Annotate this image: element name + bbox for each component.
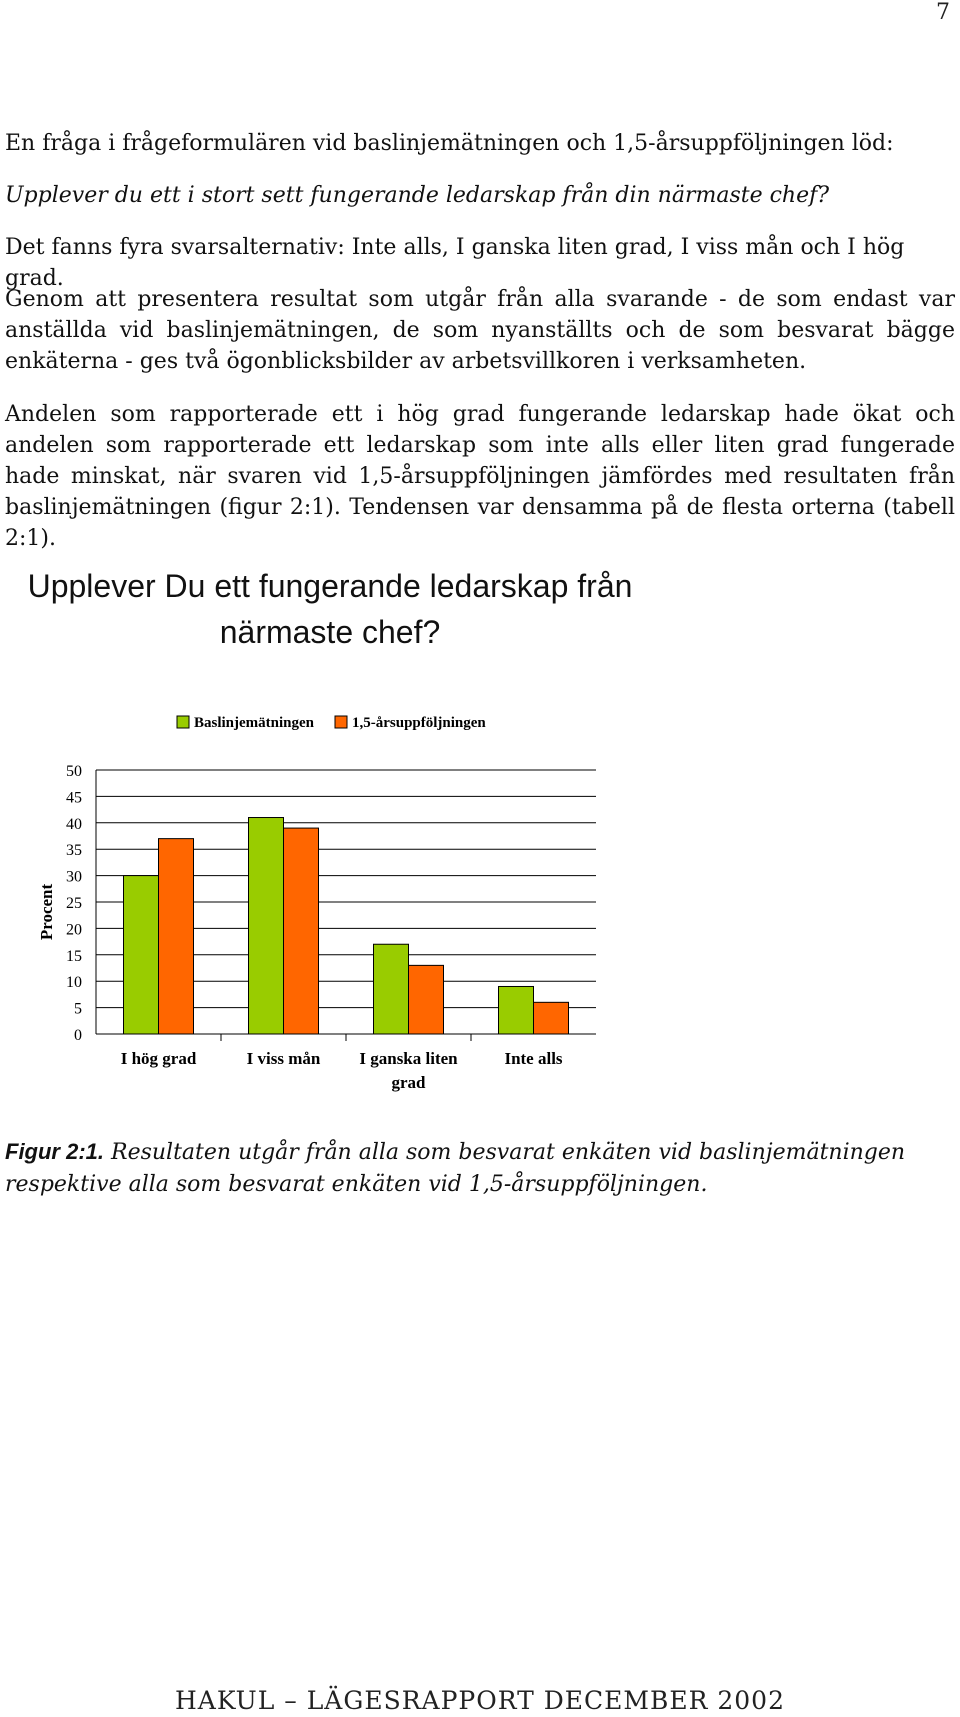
- y-tick-label-5: 5: [74, 1000, 82, 1018]
- x-category-label-4: [504, 1049, 562, 1068]
- y-tick-label-15: 15: [66, 947, 82, 965]
- intro-paragraph: En fråga i frågeformulären vid baslinjemätningen och 1,5-årsuppföljningen löd:: [5, 131, 894, 156]
- alternatives-paragraph: Det fanns fyra svarsalternativ: Inte alls, I ganska liten grad, I viss mån och I hög grad.: [5, 235, 905, 291]
- legend-label-2: 1,5-årsuppföljningen: [352, 715, 486, 731]
- y-tick-label-40: 40: [66, 815, 82, 833]
- bar-baseline-3: [374, 944, 409, 1034]
- y-tick-label-10: 10: [66, 974, 82, 992]
- bar-chart: [0, 700, 640, 1120]
- x-category-label-line: I viss mån: [246, 1049, 321, 1068]
- bar-baseline-1: [124, 876, 159, 1034]
- caption-label: Figur 2:1.: [5, 1139, 105, 1164]
- y-tick-label-25: 25: [66, 895, 82, 912]
- caption-text: Resultaten utgår från alla som besvarat enkäten vid baslinjemätningen respektive alla som besvarat enkäten vid 1,5-årsuppföljningen.: [5, 1140, 906, 1197]
- y-tick-label-35: 35: [66, 842, 82, 860]
- method-paragraph: Genom att presentera resultat som utgår från alla svarande - de som endast var anställda vid baslinjemätningen, de som nyanställts och de som besvarat bägge enkäterna - ges två ögonblicksbilder av arbetsvillkoren i verksamheten.: [5, 287, 955, 374]
- x-category-label-2: [247, 1049, 321, 1068]
- bar-followup-1: [159, 839, 194, 1034]
- y-tick-label-20: 20: [66, 921, 82, 939]
- page-number: 7: [936, 0, 950, 25]
- question-paragraph: Upplever du ett i stort sett fungerande ledarskap från din närmaste chef?: [5, 183, 830, 208]
- bar-baseline-4: [499, 986, 534, 1034]
- figure-caption: [5, 1136, 955, 1201]
- x-category-label-line: Inte alls: [504, 1049, 563, 1068]
- y-tick-label-45: 45: [66, 789, 82, 807]
- bar-followup-3: [409, 965, 444, 1034]
- legend-swatch-1: [177, 716, 189, 728]
- page-footer: HAKUL – LÄGESRAPPORT DECEMBER 2002: [174, 1686, 785, 1715]
- bar-followup-2: [284, 828, 319, 1034]
- bar-followup-4: [534, 1002, 569, 1034]
- x-category-label-line: grad: [391, 1073, 426, 1092]
- x-category-label-3: [359, 1049, 458, 1092]
- x-category-label-line: I hög grad: [120, 1049, 197, 1068]
- y-tick-label-30: 30: [66, 868, 82, 886]
- x-category-label-line: I ganska liten: [359, 1049, 458, 1068]
- y-tick-label-0: 0: [74, 1027, 82, 1044]
- legend-swatch-2: [335, 716, 347, 728]
- results-paragraph: Andelen som rapporterade ett i hög grad fungerande ledarskap hade ökat och andelen som rapporterade ett ledarskap som inte alls eller liten grad fungerade hade minskat, när svaren vid 1,5-årsuppföljningen jämfördes med resultaten från baslinjemätningen (figur 2:1). Tendensen var densamma på de flesta orterna (tabell 2:1).: [5, 402, 955, 551]
- chart-title: [10, 563, 650, 655]
- chart-title-line-2: närmaste chef?: [219, 614, 441, 650]
- x-category-label-1: [121, 1049, 197, 1068]
- y-tick-label-50: 50: [66, 763, 82, 780]
- bar-baseline-2: [249, 818, 284, 1034]
- y-axis-title: Procent: [37, 883, 56, 941]
- legend-label-1: Baslinjemätningen: [194, 715, 315, 731]
- chart-title-line-1: Upplever Du ett fungerande ledarskap från: [27, 568, 633, 604]
